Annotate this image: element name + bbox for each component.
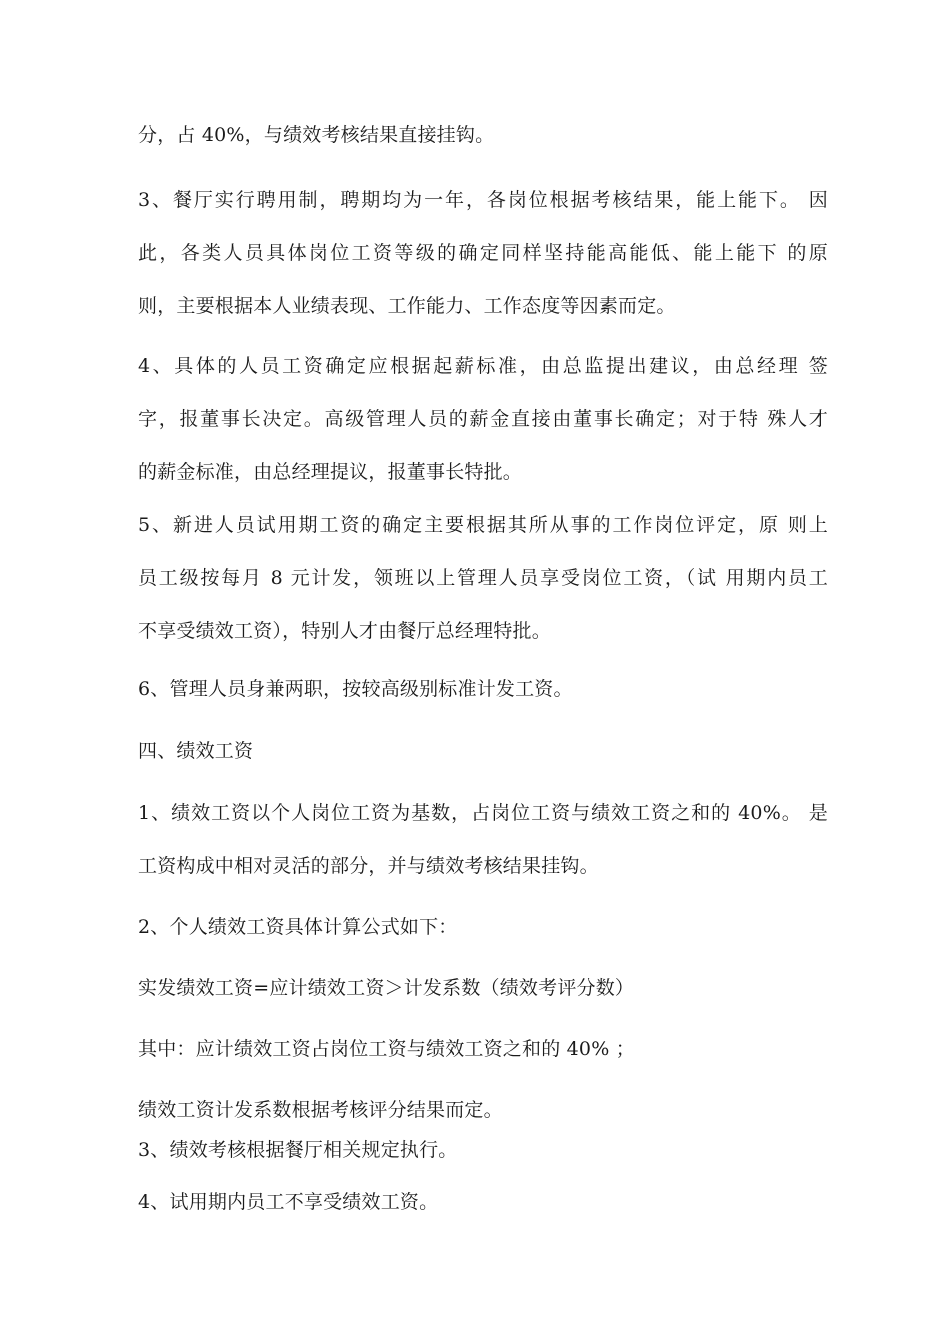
text-line-1: 分，占 40%，与绩效考核结果直接挂钩。 bbox=[138, 124, 495, 146]
text-line-8: 5、新进人员试用期工资的确定主要根据其所从事的工作岗位评定，原 则上 bbox=[138, 514, 828, 536]
text-line-14: 工资构成中相对灵活的部分，并与绩效考核结果挂钩。 bbox=[138, 855, 599, 877]
text-line-20: 4、试用期内员工不享受绩效工资。 bbox=[138, 1191, 439, 1213]
text-line-2: 3、餐厅实行聘用制，聘期均为一年，各岗位根据考核结果，能上能下。 因 bbox=[138, 189, 828, 211]
text-line-5: 4、具体的人员工资确定应根据起薪标准，由总监提出建议，由总经理 签 bbox=[138, 355, 828, 377]
text-line-10: 不享受绩效工资），特别人才由餐厅总经理特批。 bbox=[138, 620, 551, 642]
text-line-17: 其中：应计绩效工资占岗位工资与绩效工资之和的 40% ； bbox=[138, 1038, 635, 1060]
text-line-4: 则，主要根据本人业绩表现、工作能力、工作态度等因素而定。 bbox=[138, 295, 676, 317]
text-line-9: 员工级按每月 8 元计发，领班以上管理人员享受岗位工资，（试 用期内员工 bbox=[138, 567, 828, 589]
formula-line: 实发绩效工资=应计绩效工资＞计发系数（绩效考评分数） bbox=[138, 977, 635, 999]
text-line-3: 此，各类人员具体岗位工资等级的确定同样坚持能高能低、能上能下 的原 bbox=[138, 242, 828, 264]
text-line-13: 1、绩效工资以个人岗位工资为基数，占岗位工资与绩效工资之和的 40%。 是 bbox=[138, 802, 828, 824]
text-line-6: 字，报董事长决定。高级管理人员的薪金直接由董事长确定；对于特 殊人才 bbox=[138, 408, 828, 430]
text-line-7: 的薪金标准，由总经理提议，报董事长特批。 bbox=[138, 461, 523, 483]
text-line-18: 绩效工资计发系数根据考核评分结果而定。 bbox=[138, 1099, 503, 1121]
text-line-11: 6、管理人员身兼两职，按较高级别标准计发工资。 bbox=[138, 678, 573, 700]
section-heading: 四、绩效工资 bbox=[138, 740, 254, 762]
text-line-19: 3、绩效考核根据餐厅相关规定执行。 bbox=[138, 1139, 458, 1161]
text-line-15: 2、个人绩效工资具体计算公式如下： bbox=[138, 916, 458, 938]
